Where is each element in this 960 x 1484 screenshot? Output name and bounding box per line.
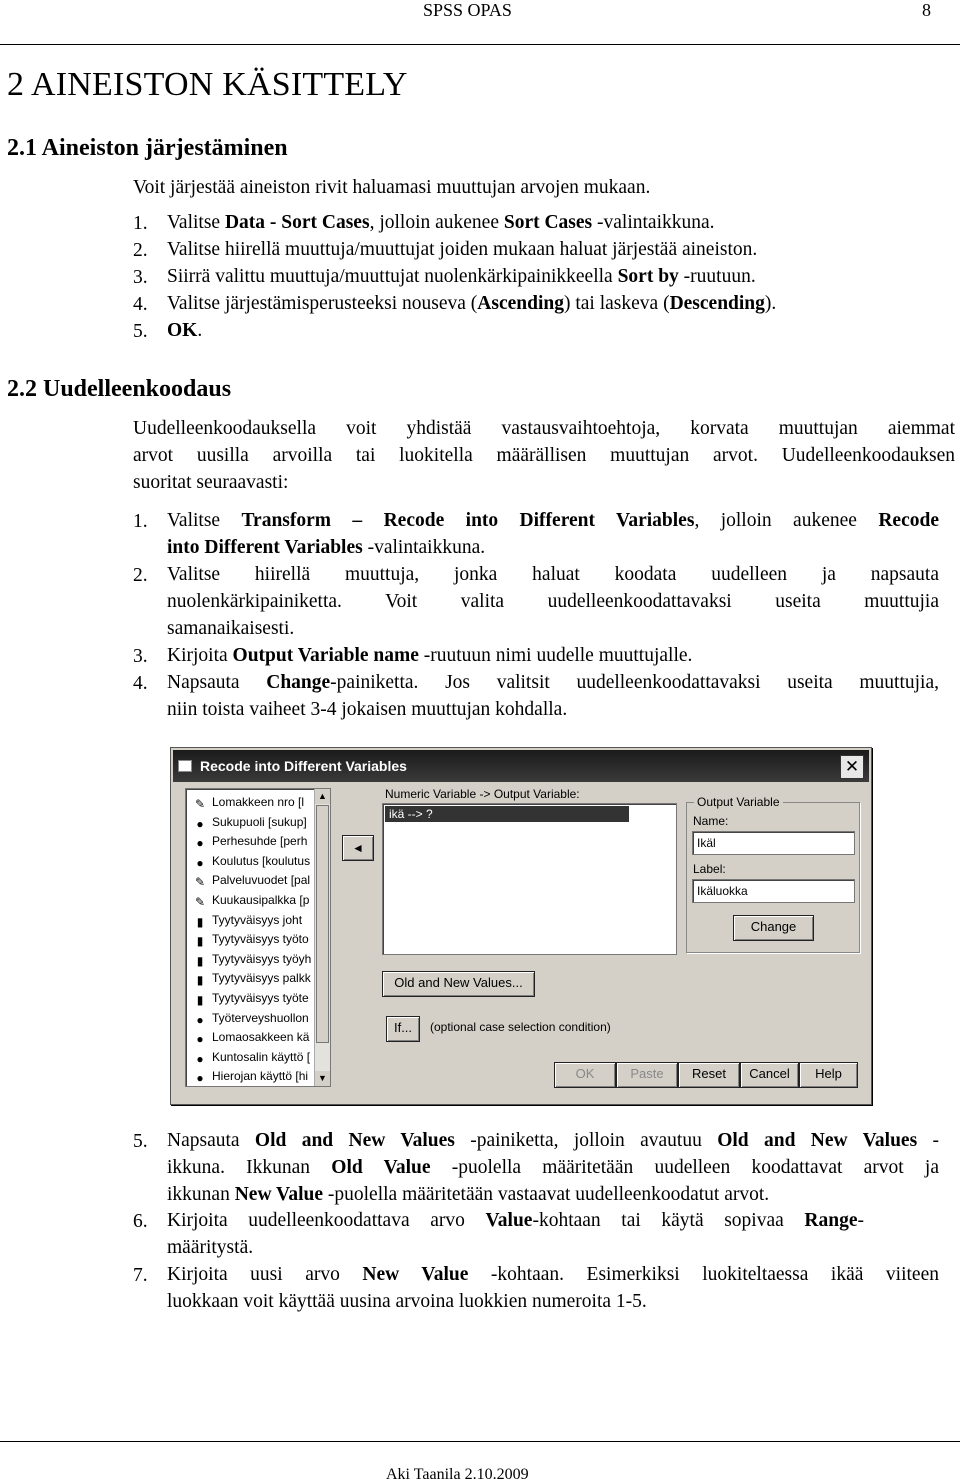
variable-label: Sukupuoli [sukup]	[212, 814, 307, 829]
text-fragment: Napsauta	[167, 1130, 255, 1151]
variable-label: Tyytyväisyys työte	[212, 991, 309, 1005]
ruler-icon: ✎	[194, 875, 206, 890]
step-number: 7.	[133, 1265, 148, 1286]
footer-rule	[0, 1441, 960, 1442]
text-fragment: nuolenkärkipainiketta. Voit valita uudelleenkoodattavaksi useita muuttujia	[167, 591, 939, 612]
variable-list-item[interactable]	[192, 1011, 309, 1030]
text-fragment: Siirrä valittu muuttuja/muuttujat nuolenkärkipainikkeella	[167, 266, 618, 287]
move-variable-button[interactable]: ◄	[342, 835, 374, 861]
paste-button[interactable]: Paste	[616, 1062, 678, 1088]
recode-intro-line-1: Uudelleenkoodauksella voit yhdistää vastausvaihtoehtoja, korvata muuttujan aiemmat	[133, 418, 955, 439]
text-fragment: -kohtaan. Esimerkiksi luokiteltaessa ikää viiteen	[468, 1264, 939, 1285]
recode-step-line	[167, 589, 939, 616]
bold-term: Transform – Recode into Different Variables	[241, 510, 695, 531]
recode-dialog	[170, 747, 872, 1105]
step-number: 5.	[133, 1131, 148, 1152]
recode-step-line	[167, 562, 939, 589]
if-note: (optional case selection condition)	[430, 1020, 611, 1034]
variable-list-item[interactable]	[192, 834, 307, 853]
recode-step-line	[167, 508, 939, 535]
text-fragment: -painiketta. Jos valitsit uudelleenkoodattavaksi useita muuttujia,	[330, 672, 939, 693]
name-input[interactable]: Ikäl	[692, 831, 855, 855]
text-fragment: -painiketta, jolloin avautuu	[454, 1130, 718, 1151]
text-fragment: , jolloin aukenee	[369, 212, 504, 233]
bold-term: Sort by	[617, 266, 679, 287]
text-fragment: ikkuna. Ikkunan	[167, 1157, 332, 1178]
bold-term: into Different Variables	[167, 537, 363, 558]
nominal-icon: ●	[196, 1012, 204, 1027]
text-fragment: -valintaikkuna.	[592, 212, 715, 233]
bold-term: Recode	[878, 510, 939, 531]
variable-list-item[interactable]	[192, 893, 309, 912]
sorting-step	[167, 210, 715, 237]
text-fragment: -	[917, 1130, 940, 1151]
variable-list-item[interactable]	[192, 795, 304, 814]
step-number: 1.	[133, 213, 148, 234]
nominal-icon: ●	[196, 1032, 204, 1047]
nominal-icon: ●	[196, 836, 204, 851]
variable-list-item[interactable]	[192, 854, 310, 873]
text-fragment: Kirjoita	[167, 645, 233, 666]
sorting-step	[167, 291, 776, 318]
step-number: 3.	[133, 646, 148, 667]
bold-term: OK	[167, 320, 198, 341]
variable-label: Tyytyväisyys työto	[212, 932, 309, 947]
variable-list-item[interactable]	[192, 952, 311, 971]
bold-term: New Value	[234, 1184, 324, 1205]
recode-intro-line-3: suoritat seuraavasti:	[133, 472, 289, 493]
mapping-list-item[interactable]: ikä --> ?	[385, 806, 629, 822]
variable-list[interactable]	[185, 788, 331, 1087]
sorting-step	[167, 264, 756, 291]
recode-step-line	[167, 643, 692, 670]
bold-term: Data - Sort Cases	[224, 212, 370, 233]
page-number: 8	[922, 0, 931, 20]
text-fragment: -puolella määritetään uudelleen koodattavat arvot ja	[430, 1157, 939, 1178]
name-label: Name:	[693, 814, 729, 828]
scroll-up-icon[interactable]: ▲	[315, 789, 330, 804]
running-header-title: SPSS OPAS	[423, 0, 512, 20]
sorting-step	[167, 318, 202, 345]
variable-label: Perhesuhde [perh	[212, 834, 308, 849]
help-button[interactable]: Help	[799, 1062, 858, 1088]
text-fragment: ).	[764, 293, 777, 314]
text-fragment: Valitse	[167, 212, 225, 233]
recode-step-line	[167, 616, 294, 643]
text-fragment: -	[857, 1210, 864, 1231]
variable-list-item[interactable]	[192, 873, 310, 892]
variable-label: Tyytyväisyys työyh	[212, 951, 312, 966]
ordinal-icon: ▮	[196, 914, 204, 929]
bold-term: Change	[266, 672, 331, 693]
if-button[interactable]: If...	[386, 1016, 420, 1042]
bold-term: Sort Cases	[503, 212, 593, 233]
variable-list-item[interactable]	[192, 1050, 310, 1069]
text-fragment: Napsauta	[167, 672, 267, 693]
recode-step-line	[167, 1235, 253, 1262]
step-number: 4.	[133, 294, 148, 315]
variable-label: Lomaosakkeen kä	[212, 1030, 310, 1045]
bold-term: Ascending	[477, 293, 564, 314]
mapping-list-label: Numeric Variable -> Output Variable:	[385, 787, 580, 801]
step-number: 4.	[133, 673, 148, 694]
dialog-title: Recode into Different Variables	[200, 758, 407, 774]
output-variable-group-label: Output Variable	[694, 795, 783, 809]
variable-list-scrollbar[interactable]	[314, 789, 330, 1086]
recode-step-line	[167, 1289, 647, 1316]
text-fragment: Valitse	[167, 510, 242, 531]
variable-list-item[interactable]	[192, 913, 302, 932]
text-fragment: samanaikaisesti.	[167, 618, 295, 639]
mapping-list[interactable]	[382, 803, 677, 955]
recode-step-line	[167, 670, 939, 697]
variable-list-item[interactable]	[192, 1030, 309, 1049]
bold-term: Value	[485, 1210, 533, 1231]
old-new-values-button[interactable]: Old and New Values...	[382, 971, 535, 997]
text-fragment: , jolloin aukenee	[694, 510, 879, 531]
nominal-icon: ●	[196, 1071, 204, 1086]
ordinal-icon: ▮	[196, 953, 204, 968]
step-number: 3.	[133, 267, 148, 288]
variable-label: Tyytyväisyys palkk	[212, 971, 311, 986]
bold-term: Output Variable name	[232, 645, 419, 666]
ruler-icon: ✎	[194, 895, 206, 909]
text-fragment: Kirjoita uudelleenkoodattava arvo	[167, 1210, 486, 1231]
text-fragment: määritystä.	[167, 1237, 254, 1258]
nominal-icon: ●	[196, 816, 204, 831]
recode-step-line	[167, 697, 567, 724]
footer-text: Aki Taanila 2.10.2009	[386, 1466, 529, 1483]
text-fragment: -valintaikkuna.	[362, 537, 486, 558]
ordinal-icon: ▮	[196, 993, 204, 1007]
sorting-intro: Voit järjestää aineiston rivit haluamasi muuttujan arvojen mukaan.	[133, 177, 651, 198]
cancel-button[interactable]: Cancel	[740, 1062, 799, 1088]
text-fragment: ) tai laskeva (	[563, 293, 670, 314]
text-fragment: Valitse hiirellä muuttuja/muuttujat joiden mukaan haluat järjestää aineiston.	[167, 239, 758, 260]
variable-list-item[interactable]	[192, 1069, 308, 1087]
section-title-recode: 2.2 Uudelleenkoodaus	[7, 376, 232, 402]
text-fragment: Kirjoita uusi arvo	[167, 1264, 363, 1285]
text-fragment: luokkaan voit käyttää uusina arvoina luokkien numeroita 1-5.	[167, 1291, 647, 1312]
change-button[interactable]: Change	[733, 915, 814, 941]
bold-term: Old Value	[331, 1157, 431, 1178]
recode-step-line	[167, 1155, 939, 1182]
text-fragment: .	[197, 320, 203, 341]
variable-label: Hierojan käyttö [hi	[212, 1069, 309, 1084]
recode-step-line	[167, 1128, 939, 1155]
recode-step-line	[167, 535, 485, 562]
variable-label: Kuntosalin käyttö [	[212, 1049, 311, 1064]
recode-intro-line-2: arvot uusilla arvoilla tai luokitella määrällisen muuttujan arvot. Uudelleenkoodauksen	[133, 445, 955, 466]
recode-step-line	[167, 1208, 864, 1235]
bold-term: New Value	[362, 1264, 469, 1285]
recode-step-line	[167, 1262, 939, 1289]
header-rule	[0, 44, 960, 45]
scroll-thumb[interactable]	[316, 805, 329, 1043]
bold-term: Old and New Values	[717, 1130, 918, 1151]
sorting-step	[167, 237, 757, 264]
ruler-icon: ✎	[194, 797, 206, 811]
nominal-icon: ●	[196, 855, 204, 870]
variable-list-item[interactable]	[192, 991, 309, 1010]
bold-term: Range	[804, 1210, 858, 1231]
text-fragment: -ruutuun nimi uudelle muuttujalle.	[418, 645, 693, 666]
text-fragment: -puolella määritetään vastaavat uudelleenkoodatut arvot.	[323, 1184, 770, 1205]
step-number: 2.	[133, 240, 148, 261]
text-fragment: -kohtaan tai käytä sopivaa	[532, 1210, 805, 1231]
label-input[interactable]: Ikäluokka	[692, 879, 855, 903]
chapter-title: 2 AINEISTON KÄSITTELY	[7, 66, 408, 103]
text-fragment: Valitse hiirellä muuttuja, jonka haluat koodata uudelleen ja napsauta	[167, 564, 939, 585]
close-button[interactable]: ✕	[840, 755, 864, 779]
reset-button[interactable]: Reset	[678, 1062, 740, 1088]
ordinal-icon: ▮	[196, 973, 204, 988]
step-number: 1.	[133, 511, 148, 532]
dialog-titlebar	[173, 750, 869, 782]
ok-button[interactable]: OK	[554, 1062, 616, 1088]
variable-label: Kuukausipalkka [p	[212, 893, 310, 907]
scroll-down-icon[interactable]: ▼	[315, 1071, 330, 1086]
variable-list-item[interactable]	[192, 971, 311, 990]
ordinal-icon: ▮	[196, 934, 204, 949]
label-label: Label:	[693, 862, 726, 876]
variable-list-item[interactable]	[192, 815, 307, 834]
text-fragment: -ruutuun.	[678, 266, 756, 287]
recode-step-line	[167, 1182, 769, 1209]
variable-label: Palveluvuodet [pal	[212, 873, 311, 888]
text-fragment: ikkunan	[167, 1184, 235, 1205]
window-icon	[178, 760, 192, 772]
section-title-sorting: 2.1 Aineiston järjestäminen	[7, 135, 288, 161]
variable-label: Koulutus [koulutus	[212, 853, 311, 868]
variable-list-item[interactable]	[192, 932, 309, 951]
variable-label: Tyytyväisyys joht	[212, 912, 303, 927]
text-fragment: Valitse järjestämisperusteeksi nouseva (	[167, 293, 478, 314]
bold-term: Old and New Values	[254, 1130, 455, 1151]
nominal-icon: ●	[196, 1051, 204, 1066]
step-number: 6.	[133, 1211, 148, 1232]
step-number: 5.	[133, 321, 148, 342]
bold-term: Descending	[669, 293, 765, 314]
variable-label: Työterveyshuollon	[212, 1010, 309, 1025]
variable-label: Lomakkeen nro [l	[212, 795, 305, 809]
step-number: 2.	[133, 565, 148, 586]
text-fragment: niin toista vaiheet 3-4 jokaisen muuttujan kohdalla.	[167, 699, 568, 720]
